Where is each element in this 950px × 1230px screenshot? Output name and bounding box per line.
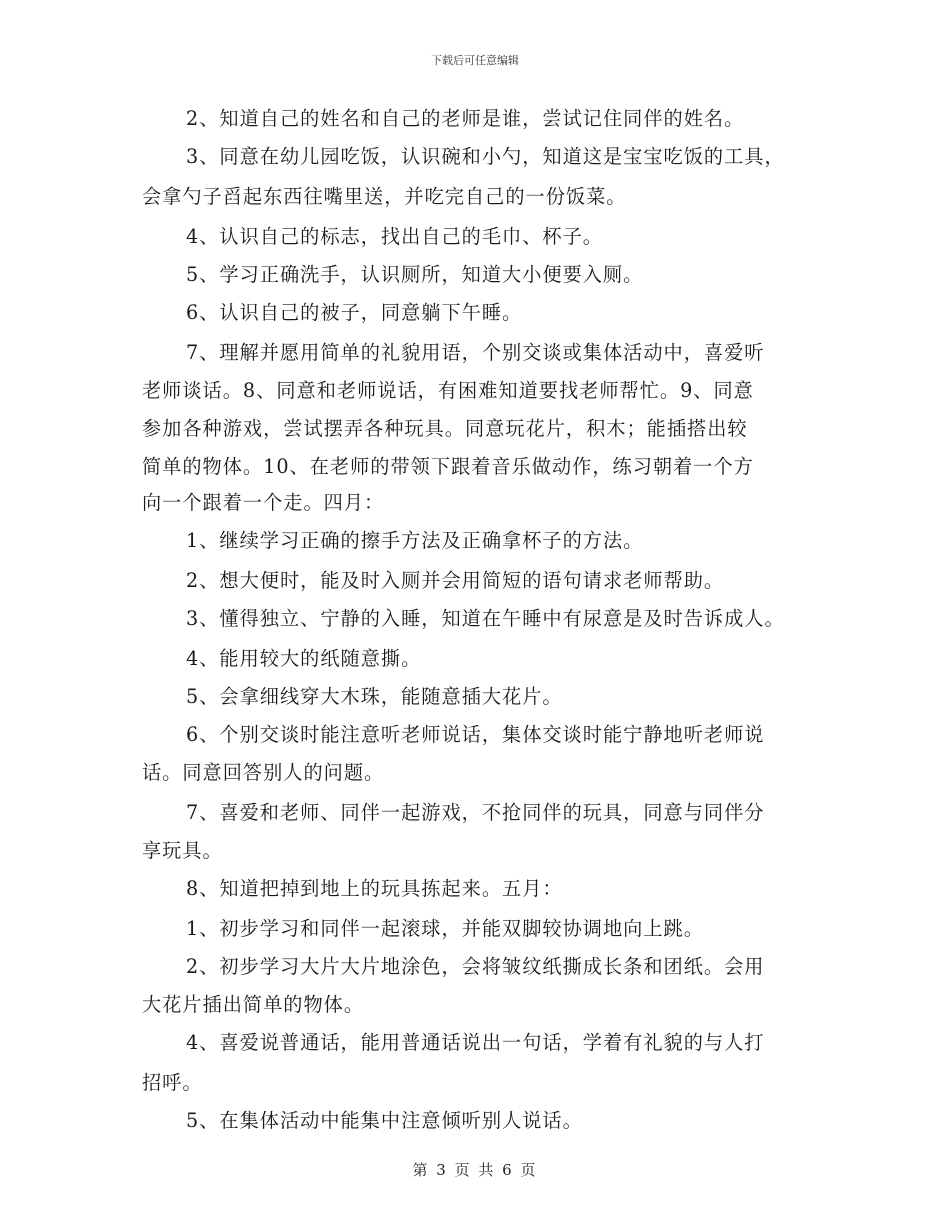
text-line: 4、能用较大的纸随意撕。 bbox=[186, 647, 422, 670]
text-line: 话。同意回答别人的问题。 bbox=[142, 761, 385, 784]
text-line: 4、认识自己的标志，找出自己的毛巾、杯子。 bbox=[186, 225, 603, 248]
text-line: 1、继续学习正确的擦手方法及正确拿杯子的方法。 bbox=[186, 529, 644, 552]
text-line: 老师谈话。8、同意和老师说话，有困难知道要找老师帮忙。9、同意 bbox=[142, 379, 754, 402]
text-line: 8、知道把掉到地上的玩具拣起来。五月： bbox=[186, 877, 563, 900]
text-line: 招呼。 bbox=[142, 1071, 203, 1094]
text-line: 3、同意在幼儿园吃饭，认识碗和小勺，知道这是宝宝吃饭的工具， bbox=[186, 145, 785, 168]
text-line: 6、个别交谈时能注意听老师说话，集体交谈时能宁静地听老师说 bbox=[186, 723, 765, 746]
text-line: 参加各种游戏，尝试摆弄各种玩具。同意玩花片，积木；能插搭出较 bbox=[142, 417, 748, 440]
page-footer: 第 3 页 共 6 页 bbox=[412, 1161, 538, 1179]
text-line: 6、认识自己的被子，同意躺下午睡。 bbox=[186, 301, 523, 324]
text-line: 5、会拿细线穿大木珠，能随意插大花片。 bbox=[186, 685, 563, 708]
text-line: 2、想大便时，能及时入厕并会用简短的语句请求老师帮助。 bbox=[186, 569, 725, 592]
text-line: 享玩具。 bbox=[142, 839, 223, 862]
text-line: 向一个跟着一个走。四月： bbox=[142, 491, 385, 514]
text-line: 7、喜爱和老师、同伴一起游戏，不抢同伴的玩具，同意与同伴分 bbox=[186, 801, 765, 824]
text-line: 2、初步学习大片大片地涂色，会将皱纹纸撕成长条和团纸。会用 bbox=[186, 955, 765, 978]
page-header: 下载后可任意编辑 bbox=[431, 54, 519, 67]
text-line: 大花片插出简单的物体。 bbox=[142, 993, 365, 1016]
text-line: 5、在集体活动中能集中注意倾听别人说话。 bbox=[186, 1109, 583, 1132]
text-line: 2、知道自己的姓名和自己的老师是谁，尝试记住同伴的姓名。 bbox=[186, 107, 745, 130]
text-line: 4、喜爱说普通话，能用普通话说出一句话，学着有礼貌的与人打 bbox=[186, 1031, 765, 1054]
text-line: 1、初步学习和同伴一起滚球，并能双脚较协调地向上跳。 bbox=[186, 917, 704, 940]
text-line: 会拿勺子舀起东西往嘴里送，并吃完自己的一份饭菜。 bbox=[142, 185, 627, 208]
text-line: 5、学习正确洗手，认识厕所，知道大小便要入厕。 bbox=[186, 263, 644, 286]
text-line: 7、理解并愿用简单的礼貌用语，个别交谈或集体活动中，喜爱听 bbox=[186, 341, 765, 364]
text-line: 简单的物体。10、在老师的带领下跟着音乐做动作，练习朝着一个方 bbox=[142, 455, 754, 478]
text-line: 3、懂得独立、宁静的入睡，知道在午睡中有尿意是及时告诉成人。 bbox=[186, 607, 785, 630]
